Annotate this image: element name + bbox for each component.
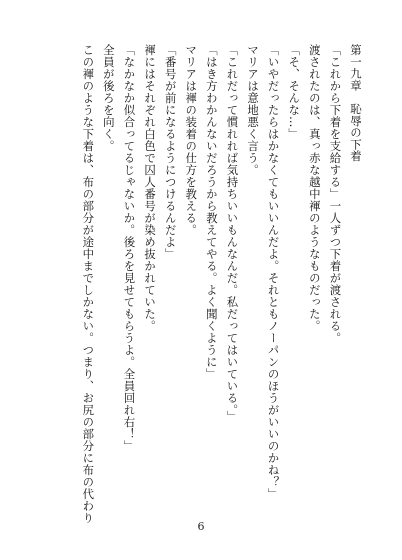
- page-number: 6: [197, 520, 205, 533]
- text-line: マリアは褌の装着の仕方を教える。: [184, 44, 199, 236]
- text-line: この褌のような下着は、布の部分が途中までしかない。つまり、お尻の部分に布の代わり: [81, 44, 96, 524]
- text-line: 褌にはそれぞれ白色で囚人番号が染め抜かれていた。: [143, 44, 158, 332]
- text-line: マリアは意地悪く言う。: [246, 44, 261, 176]
- text-line: 「これだって慣れれば気持ちいいもんなんだ。私だってはいている。」: [225, 44, 240, 423]
- text-line: 全員が後ろを向く。: [101, 44, 116, 152]
- text-line: 「番号が前になるようにつけるんだよ」: [163, 44, 178, 260]
- text-line: 「これから下着を支給する」一人ずつ下着が渡される。: [328, 44, 343, 344]
- text-line: 「はき方わかんないだろうから教えてやる。よく聞くように」: [204, 44, 219, 380]
- text-line: 「なかなか似合ってるじゃないか。後ろを見せてもらうよ。全員回れ右！」: [122, 44, 137, 452]
- text-line: 「いやだったらはかなくてもいいんだよ。それともノーパンのほうがいいのかね？」: [266, 44, 281, 500]
- chapter-title: 第一九章 恥辱の下着: [349, 44, 363, 162]
- text-line: 渡されたのは、真っ赤な越中褌のようなものだった。: [307, 44, 322, 332]
- vertical-text-body: [78, 44, 366, 524]
- text-line: 「そ、そんな…」: [287, 44, 302, 140]
